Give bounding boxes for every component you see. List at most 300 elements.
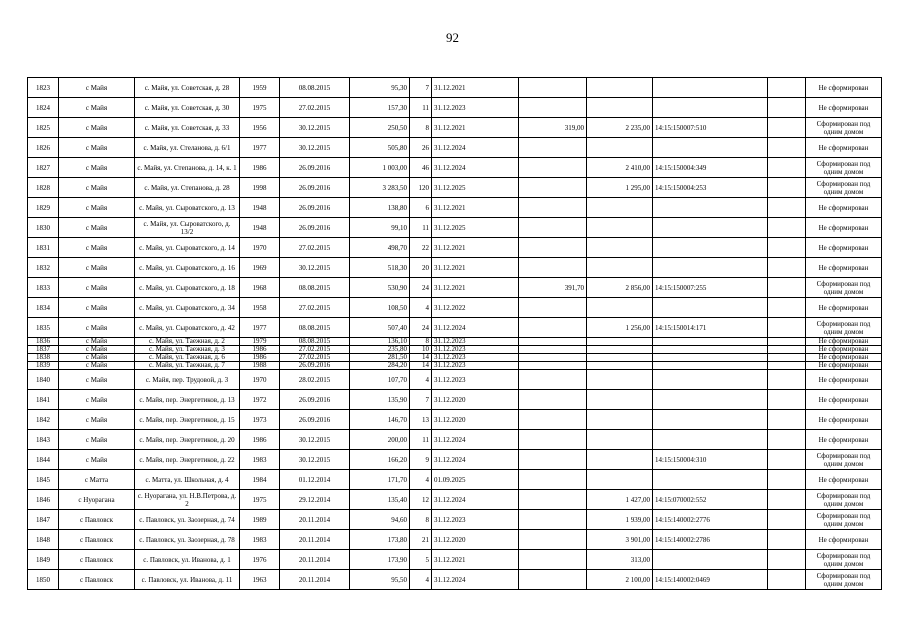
cell-deadline: 31.12.2020 xyxy=(432,530,519,550)
cell-plot-status: Не сформирован xyxy=(806,410,882,430)
cell-year: 1970 xyxy=(240,238,280,258)
cell-residents: 5 xyxy=(410,550,432,570)
cell-plot-area xyxy=(587,218,653,238)
cell-number: 1846 xyxy=(28,490,59,510)
cell-plot-status: Сформирован под одним домом xyxy=(806,490,882,510)
cell-plot-area xyxy=(587,410,653,430)
cell-residents: 8 xyxy=(410,510,432,530)
cell-residents: 11 xyxy=(410,430,432,450)
cell-plot-status: Не сформирован xyxy=(806,470,882,490)
cell-residents: 13 xyxy=(410,410,432,430)
cell-year: 1986 xyxy=(240,346,280,354)
cell-settlement: с Майя xyxy=(59,158,135,178)
table-row xyxy=(28,138,882,158)
cell-plot-area xyxy=(587,346,653,354)
cell-cadastral-number xyxy=(653,470,768,490)
cell-address: с. Майя, ул. Таежная, д. 2 xyxy=(135,338,240,346)
cell-plot-area: 2 856,00 xyxy=(587,278,653,298)
cell-plot-status: Сформирован под одним домом xyxy=(806,178,882,198)
table-body xyxy=(28,78,882,590)
cell-empty xyxy=(768,550,806,570)
table-row xyxy=(28,362,882,370)
cell-residents: 7 xyxy=(410,390,432,410)
cell-address: с. Майя, ул. Таежная, д. 3 xyxy=(135,346,240,354)
cell-date: 29.12.2014 xyxy=(280,490,350,510)
cell-plot-area xyxy=(587,138,653,158)
cell-empty xyxy=(768,258,806,278)
cell-address: с. Павловск, ул. Заозерная, д. 78 xyxy=(135,530,240,550)
cell-year: 1986 xyxy=(240,354,280,362)
cell-cadastral-number xyxy=(653,338,768,346)
cell-address: с. Павловск, ул. Иванова, д. 11 xyxy=(135,570,240,590)
table-row xyxy=(28,78,882,98)
cell-plot-status: Не сформирован xyxy=(806,362,882,370)
cell-plot-area: 3 901,00 xyxy=(587,530,653,550)
cell-year: 1977 xyxy=(240,138,280,158)
cell-year: 1963 xyxy=(240,570,280,590)
cell-area: 518,30 xyxy=(350,258,410,278)
cell-land-area xyxy=(519,78,587,98)
cell-address: с. Майя, ул. Таежная, д. 6 xyxy=(135,354,240,362)
cell-residents: 120 xyxy=(410,178,432,198)
cell-empty xyxy=(768,530,806,550)
cell-empty xyxy=(768,370,806,390)
cell-area: 1 003,00 xyxy=(350,158,410,178)
cell-empty xyxy=(768,78,806,98)
cell-deadline: 31.12.2021 xyxy=(432,78,519,98)
table-row xyxy=(28,98,882,118)
cell-plot-area: 1 427,00 xyxy=(587,490,653,510)
cell-empty xyxy=(768,238,806,258)
cell-area: 94,60 xyxy=(350,510,410,530)
table-row xyxy=(28,218,882,238)
cell-deadline: 31.12.2021 xyxy=(432,198,519,218)
cell-area: 505,80 xyxy=(350,138,410,158)
cell-year: 1988 xyxy=(240,362,280,370)
cell-plot-area xyxy=(587,78,653,98)
table-row xyxy=(28,354,882,362)
cell-number: 1848 xyxy=(28,530,59,550)
cell-year: 1969 xyxy=(240,258,280,278)
cell-area: 171,70 xyxy=(350,470,410,490)
cell-empty xyxy=(768,410,806,430)
cell-deadline: 31.12.2023 xyxy=(432,370,519,390)
cell-date: 20.11.2014 xyxy=(280,530,350,550)
cell-area: 138,80 xyxy=(350,198,410,218)
cell-date: 20.11.2014 xyxy=(280,550,350,570)
cell-area: 107,70 xyxy=(350,370,410,390)
cell-address: с. Майя, пер. Энергетиков, д. 22 xyxy=(135,450,240,470)
cell-year: 1948 xyxy=(240,198,280,218)
cell-cadastral-number xyxy=(653,138,768,158)
cell-plot-area xyxy=(587,238,653,258)
cell-empty xyxy=(768,98,806,118)
cell-land-area xyxy=(519,410,587,430)
cell-address: с. Майя, ул. Сыроватского, д. 13/2 xyxy=(135,218,240,238)
table-row xyxy=(28,430,882,450)
cell-plot-area xyxy=(587,298,653,318)
cell-cadastral-number xyxy=(653,410,768,430)
cell-cadastral-number xyxy=(653,98,768,118)
cell-year: 1975 xyxy=(240,490,280,510)
cell-address: с. Майя, ул. Советская, д. 28 xyxy=(135,78,240,98)
cell-area: 281,50 xyxy=(350,354,410,362)
cell-plot-area xyxy=(587,450,653,470)
cell-date: 30.12.2015 xyxy=(280,138,350,158)
cell-address: с. Майя, пер. Энергетиков, д. 20 xyxy=(135,430,240,450)
cell-plot-status: Сформирован под одним домом xyxy=(806,570,882,590)
cell-land-area xyxy=(519,98,587,118)
cell-plot-area xyxy=(587,362,653,370)
cell-date: 26.09.2016 xyxy=(280,410,350,430)
cell-settlement: с Майя xyxy=(59,390,135,410)
cell-residents: 4 xyxy=(410,470,432,490)
cell-number: 1829 xyxy=(28,198,59,218)
cell-number: 1843 xyxy=(28,430,59,450)
cell-deadline: 31.12.2022 xyxy=(432,298,519,318)
cell-residents: 14 xyxy=(410,354,432,362)
cell-address: с. Майя, ул. Советская, д. 33 xyxy=(135,118,240,138)
cell-settlement: с Майя xyxy=(59,298,135,318)
cell-residents: 20 xyxy=(410,258,432,278)
cell-empty xyxy=(768,390,806,410)
cell-date: 26.09.2016 xyxy=(280,158,350,178)
cell-deadline: 31.12.2023 xyxy=(432,338,519,346)
cell-settlement: с Майя xyxy=(59,238,135,258)
cell-year: 1989 xyxy=(240,510,280,530)
cell-plot-status: Не сформирован xyxy=(806,98,882,118)
cell-settlement: с Майя xyxy=(59,278,135,298)
cell-date: 28.02.2015 xyxy=(280,370,350,390)
cell-year: 1998 xyxy=(240,178,280,198)
cell-number: 1832 xyxy=(28,258,59,278)
cell-number: 1845 xyxy=(28,470,59,490)
cell-residents: 22 xyxy=(410,238,432,258)
cell-year: 1972 xyxy=(240,390,280,410)
cell-date: 08.08.2015 xyxy=(280,338,350,346)
cell-deadline: 01.09.2025 xyxy=(432,470,519,490)
cell-date: 26.09.2016 xyxy=(280,218,350,238)
cell-residents: 24 xyxy=(410,278,432,298)
cell-settlement: с Майя xyxy=(59,450,135,470)
cell-land-area xyxy=(519,354,587,362)
cell-deadline: 31.12.2025 xyxy=(432,218,519,238)
cell-number: 1837 xyxy=(28,346,59,354)
cell-cadastral-number: 14:15:150004:349 xyxy=(653,158,768,178)
cell-settlement: с Майя xyxy=(59,362,135,370)
cell-deadline: 31.12.2024 xyxy=(432,430,519,450)
cell-plot-status: Сформирован под одним домом xyxy=(806,510,882,530)
cell-plot-area xyxy=(587,198,653,218)
cell-plot-status: Не сформирован xyxy=(806,258,882,278)
cell-address: с. Павловск, ул. Заозерная, д. 74 xyxy=(135,510,240,530)
cell-year: 1984 xyxy=(240,470,280,490)
cell-cadastral-number: 14:15:150004:310 xyxy=(653,450,768,470)
cell-empty xyxy=(768,362,806,370)
cell-residents: 11 xyxy=(410,218,432,238)
cell-deadline: 31.12.2024 xyxy=(432,158,519,178)
cell-deadline: 31.12.2024 xyxy=(432,318,519,338)
cell-deadline: 31.12.2021 xyxy=(432,278,519,298)
cell-plot-area: 2 100,00 xyxy=(587,570,653,590)
cell-deadline: 31.12.2023 xyxy=(432,354,519,362)
cell-deadline: 31.12.2024 xyxy=(432,490,519,510)
cell-empty xyxy=(768,470,806,490)
cell-cadastral-number xyxy=(653,198,768,218)
cell-deadline: 31.12.2023 xyxy=(432,510,519,530)
cell-plot-area: 313,00 xyxy=(587,550,653,570)
cell-number: 1844 xyxy=(28,450,59,470)
cell-deadline: 31.12.2024 xyxy=(432,450,519,470)
cell-area: 250,50 xyxy=(350,118,410,138)
cell-empty xyxy=(768,278,806,298)
cell-residents: 26 xyxy=(410,138,432,158)
table-row xyxy=(28,198,882,218)
cell-residents: 46 xyxy=(410,158,432,178)
table-row xyxy=(28,410,882,430)
cell-plot-status: Не сформирован xyxy=(806,198,882,218)
cell-address: с. Майя, ул. Сыроватского, д. 18 xyxy=(135,278,240,298)
cell-plot-status: Не сформирован xyxy=(806,430,882,450)
cell-settlement: с Павловск xyxy=(59,570,135,590)
cell-cadastral-number xyxy=(653,218,768,238)
cell-land-area: 391,70 xyxy=(519,278,587,298)
table-row xyxy=(28,370,882,390)
cell-residents: 14 xyxy=(410,362,432,370)
cell-deadline: 31.12.2020 xyxy=(432,410,519,430)
cell-land-area xyxy=(519,238,587,258)
table-row xyxy=(28,278,882,298)
cell-area: 146,70 xyxy=(350,410,410,430)
cell-empty xyxy=(768,490,806,510)
table-row xyxy=(28,450,882,470)
cell-cadastral-number xyxy=(653,346,768,354)
cell-land-area xyxy=(519,178,587,198)
cell-plot-status: Не сформирован xyxy=(806,218,882,238)
cell-date: 30.12.2015 xyxy=(280,430,350,450)
cell-plot-status: Не сформирован xyxy=(806,338,882,346)
cell-plot-status: Сформирован под одним домом xyxy=(806,550,882,570)
cell-residents: 24 xyxy=(410,318,432,338)
cell-area: 507,40 xyxy=(350,318,410,338)
cell-deadline: 31.12.2021 xyxy=(432,550,519,570)
cell-cadastral-number: 14:15:140002:0469 xyxy=(653,570,768,590)
cell-cadastral-number xyxy=(653,430,768,450)
cell-settlement: с Майя xyxy=(59,410,135,430)
cell-number: 1836 xyxy=(28,338,59,346)
cell-empty xyxy=(768,354,806,362)
cell-land-area xyxy=(519,346,587,354)
cell-land-area xyxy=(519,138,587,158)
cell-empty xyxy=(768,338,806,346)
cell-settlement: с Майя xyxy=(59,370,135,390)
cell-settlement: с Павловск xyxy=(59,510,135,530)
cell-land-area: 319,00 xyxy=(519,118,587,138)
cell-year: 1975 xyxy=(240,98,280,118)
cell-plot-area xyxy=(587,390,653,410)
cell-address: с. Майя, ул. Сыроватского, д. 16 xyxy=(135,258,240,278)
cell-plot-area: 1 939,00 xyxy=(587,510,653,530)
cell-area: 200,00 xyxy=(350,430,410,450)
cell-residents: 9 xyxy=(410,450,432,470)
cell-address: с. Майя, ул. Советская, д. 30 xyxy=(135,98,240,118)
cell-settlement: с Майя xyxy=(59,318,135,338)
cell-area: 135,90 xyxy=(350,390,410,410)
table-row xyxy=(28,238,882,258)
cell-number: 1831 xyxy=(28,238,59,258)
cell-address: с. Майя, ул. Сыроватского, д. 42 xyxy=(135,318,240,338)
cell-residents: 4 xyxy=(410,298,432,318)
cell-area: 108,50 xyxy=(350,298,410,318)
cell-plot-status: Не сформирован xyxy=(806,354,882,362)
cell-plot-area: 1 295,00 xyxy=(587,178,653,198)
cell-plot-status: Не сформирован xyxy=(806,138,882,158)
table-row xyxy=(28,470,882,490)
cell-address: с. Майя, пер. Энергетиков, д. 13 xyxy=(135,390,240,410)
cell-number: 1830 xyxy=(28,218,59,238)
cell-number: 1833 xyxy=(28,278,59,298)
cell-land-area xyxy=(519,258,587,278)
page-number: 92 xyxy=(446,30,459,45)
cell-cadastral-number xyxy=(653,354,768,362)
cell-number: 1842 xyxy=(28,410,59,430)
cell-plot-status: Сформирован под одним домом xyxy=(806,118,882,138)
cell-number: 1828 xyxy=(28,178,59,198)
cell-cadastral-number xyxy=(653,390,768,410)
cell-date: 26.09.2016 xyxy=(280,390,350,410)
cell-year: 1970 xyxy=(240,370,280,390)
cell-deadline: 31.12.2020 xyxy=(432,390,519,410)
table-row xyxy=(28,390,882,410)
cell-residents: 12 xyxy=(410,490,432,510)
table-row xyxy=(28,346,882,354)
cell-date: 20.11.2014 xyxy=(280,570,350,590)
cell-address: с. Майя, пер. Энергетиков, д. 15 xyxy=(135,410,240,430)
cell-area: 95,30 xyxy=(350,78,410,98)
cell-land-area xyxy=(519,298,587,318)
cell-land-area xyxy=(519,470,587,490)
cell-deadline: 31.12.2023 xyxy=(432,98,519,118)
cell-number: 1838 xyxy=(28,354,59,362)
cell-deadline: 31.12.2024 xyxy=(432,570,519,590)
cell-settlement: с Майя xyxy=(59,354,135,362)
cell-number: 1840 xyxy=(28,370,59,390)
cell-land-area xyxy=(519,370,587,390)
cell-plot-status: Не сформирован xyxy=(806,238,882,258)
cell-settlement: с Матта xyxy=(59,470,135,490)
cell-plot-status: Не сформирован xyxy=(806,78,882,98)
cell-cadastral-number xyxy=(653,370,768,390)
cell-date: 27.02.2015 xyxy=(280,346,350,354)
table-row xyxy=(28,318,882,338)
cell-plot-status: Не сформирован xyxy=(806,390,882,410)
cell-deadline: 31.12.2024 xyxy=(432,138,519,158)
table-row xyxy=(28,530,882,550)
cell-year: 1983 xyxy=(240,530,280,550)
cell-year: 1977 xyxy=(240,318,280,338)
cell-settlement: с Майя xyxy=(59,338,135,346)
cell-plot-area xyxy=(587,258,653,278)
cell-settlement: с Майя xyxy=(59,258,135,278)
cell-land-area xyxy=(519,218,587,238)
cell-area: 135,40 xyxy=(350,490,410,510)
cell-residents: 4 xyxy=(410,570,432,590)
cell-area: 530,90 xyxy=(350,278,410,298)
cell-date: 27.02.2015 xyxy=(280,354,350,362)
cell-address: с. Майя, ул. Степанова, д. 14, к. 1 xyxy=(135,158,240,178)
cell-number: 1824 xyxy=(28,98,59,118)
cell-empty xyxy=(768,198,806,218)
cell-area: 3 283,50 xyxy=(350,178,410,198)
cell-deadline: 31.12.2021 xyxy=(432,118,519,138)
cell-settlement: с Майя xyxy=(59,118,135,138)
cell-number: 1847 xyxy=(28,510,59,530)
cell-land-area xyxy=(519,430,587,450)
cell-residents: 4 xyxy=(410,370,432,390)
cell-area: 173,90 xyxy=(350,550,410,570)
cell-date: 26.09.2016 xyxy=(280,198,350,218)
cell-land-area xyxy=(519,338,587,346)
cell-address: с. Майя, ул. Сыроватского, д. 14 xyxy=(135,238,240,258)
cell-year: 1979 xyxy=(240,338,280,346)
cell-plot-area xyxy=(587,98,653,118)
cell-date: 30.12.2015 xyxy=(280,258,350,278)
cell-residents: 8 xyxy=(410,338,432,346)
cell-settlement: с Майя xyxy=(59,198,135,218)
cell-year: 1983 xyxy=(240,450,280,470)
cell-empty xyxy=(768,218,806,238)
cell-cadastral-number: 14:15:070002:552 xyxy=(653,490,768,510)
cell-plot-status: Не сформирован xyxy=(806,346,882,354)
cell-settlement: с Майя xyxy=(59,138,135,158)
cell-cadastral-number: 14:15:150014:171 xyxy=(653,318,768,338)
cell-number: 1839 xyxy=(28,362,59,370)
cell-empty xyxy=(768,430,806,450)
cell-residents: 6 xyxy=(410,198,432,218)
cell-year: 1986 xyxy=(240,430,280,450)
cell-empty xyxy=(768,450,806,470)
cell-settlement: с Павловск xyxy=(59,530,135,550)
cell-settlement: с Майя xyxy=(59,430,135,450)
cell-area: 157,30 xyxy=(350,98,410,118)
table-row xyxy=(28,178,882,198)
cell-empty xyxy=(768,138,806,158)
cell-deadline: 31.12.2021 xyxy=(432,238,519,258)
cell-date: 27.02.2015 xyxy=(280,298,350,318)
table-row xyxy=(28,490,882,510)
cell-year: 1976 xyxy=(240,550,280,570)
cell-number: 1849 xyxy=(28,550,59,570)
table-row xyxy=(28,510,882,530)
cell-plot-status: Сформирован под одним домом xyxy=(806,278,882,298)
cell-cadastral-number: 14:15:150007:255 xyxy=(653,278,768,298)
cell-land-area xyxy=(519,490,587,510)
cell-land-area xyxy=(519,530,587,550)
cell-year: 1956 xyxy=(240,118,280,138)
cell-deadline: 31.12.2021 xyxy=(432,258,519,278)
cell-number: 1835 xyxy=(28,318,59,338)
cell-date: 27.02.2015 xyxy=(280,98,350,118)
cell-empty xyxy=(768,346,806,354)
cell-year: 1958 xyxy=(240,298,280,318)
cell-cadastral-number xyxy=(653,550,768,570)
cell-land-area xyxy=(519,198,587,218)
cell-plot-status: Сформирован под одним домом xyxy=(806,158,882,178)
cell-date: 08.08.2015 xyxy=(280,318,350,338)
cell-empty xyxy=(768,570,806,590)
cell-address: с. Нуорагана, ул. Н.В.Петрова, д. 2 xyxy=(135,490,240,510)
cell-land-area xyxy=(519,158,587,178)
